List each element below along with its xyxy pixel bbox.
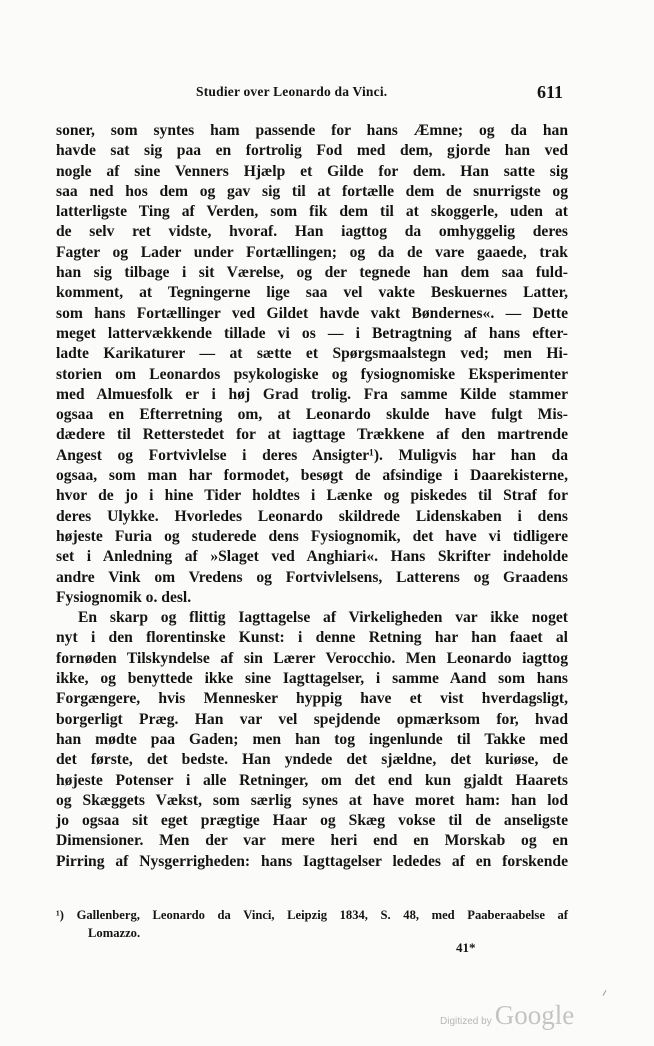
text-line: det første, det bedste. Han yndede det sjældne, det kuriøse, de: [56, 751, 568, 769]
scan-mark: [603, 990, 607, 996]
text-line: meget lattervækkende tillade vi os — i Betragtning af hans efter-: [56, 324, 568, 342]
text-line: Fagter og Lader under Fortællingen; og da de vare gaaede, trak: [56, 243, 568, 261]
text-line: som hans Fortællinger ved Gildet havde vakt Bøndernes«. — Dette: [56, 304, 568, 322]
page-number: 611: [537, 82, 564, 102]
text-line: jo ogsaa sit eget prægtige Haar og Skæg vokse til de anseligste: [56, 812, 568, 830]
footnote: [56, 906, 568, 942]
text-line: de selv ret vidste, hvoraf. Han iagttog da omhyggelig deres: [56, 223, 568, 241]
running-title: Studier over Leonardo da Vinci.: [196, 84, 388, 99]
text-line: deres Ulykke. Hvorledes Leonardo skildrede Lidenskaben i dens: [56, 507, 568, 525]
text-line: han mødte paa Gaden; men han tog ingenlunde til Takke med: [56, 730, 568, 748]
text-line: ogsaa, som man har formodet, besøgt de afsindige i Daarekisterne,: [56, 467, 568, 485]
text-line: fornøden Tilskyndelse af sin Lærer Verocchio. Men Leonardo iagttog: [56, 649, 568, 667]
text-line: nogle af sine Venners Hjælp et Gilde for dem. Han satte sig: [56, 162, 568, 180]
footnote-line: [56, 906, 568, 924]
text-line: dædere til Retterstedet for at iagttage Trækkene af den martrende: [56, 426, 568, 444]
text-line: havde sat sig paa en fortrolig Fod med dem, gjorde han ved: [56, 142, 568, 160]
text-line: han sig tilbage i sit Værelse, og der tegnede han dem saa fuld-: [56, 264, 568, 282]
paragraph-start-line: En skarp og flittig Iagttagelse af Virkeligheden var ikke noget: [78, 609, 568, 627]
text-line: Pirring af Nysgerrigheden: hans Iagttagelser lededes af en forskende: [56, 852, 568, 870]
footnote-line: Lomazzo.: [88, 926, 141, 940]
text-line: storien om Leonardos psykologiske og fysiognomiske Eksperimenter: [56, 365, 568, 383]
text-line: ladte Karikaturer — at sætte et Spørgsmaalstegn ved; men Hi-: [56, 345, 568, 363]
text-line: Angest og Fortvivlelse i deres Ansigter¹). Muligvis har han da: [56, 446, 568, 464]
text-line: soner, som syntes ham passende for hans Æmne; og da han: [56, 122, 568, 139]
text-line: nyt i den florentinske Kunst: i denne Retning har han faaet al: [56, 629, 568, 647]
text-line: andre Vink om Vredens og Fortvivlelsens, Latterens og Graadens: [56, 568, 568, 586]
watermark-prefix: Digitized by: [440, 1016, 492, 1027]
text-line: og Skæggets Vækst, som særlig synes at have moret ham: han lod: [56, 791, 568, 809]
text-line: borgerligt Præg. Han var vel spejdende opmærksom for, hvad: [56, 710, 568, 728]
text-line: Forgængere, hvis Mennesker hyppig have et vist hverdagsligt,: [56, 690, 568, 708]
text-line: højeste Potenser i alle Retninger, om det end kun gjaldt Haarets: [56, 771, 568, 789]
digitized-watermark: [440, 1000, 574, 1031]
text-line: med Almuesfolk er i høj Grad trolig. Fra samme Kilde stammer: [56, 385, 568, 403]
page-header: [0, 82, 654, 106]
body-text: [56, 121, 568, 872]
text-line: saa ned hos dem og gav sig til at fortælle dem de snurrigste og: [56, 182, 568, 200]
text-line: ikke, og benyttede ikke sine Iagttagelser, i samme Aand som hans: [56, 670, 568, 688]
text-line: højeste Furia og studerede dens Fysiognomik, det have vi tidligere: [56, 527, 568, 545]
text-line: komment, at Tegningerne lige saa vel vakte Beskuernes Latter,: [56, 284, 568, 302]
text-line: set i Anledning af »Slaget ved Anghiari«. Hans Skrifter indeholde: [56, 548, 568, 566]
text-line: ogsaa en Efterretning om, at Leonardo skulde have fulgt Mis-: [56, 406, 568, 424]
google-logo: Google: [494, 1000, 575, 1030]
text-line: Dimensioner. Men der var mere heri end en Morskab og en: [56, 832, 568, 850]
footnote-text: Gallenberg, Leonardo da Vinci, Leipzig 1834, S. 48, med Paaberaabelse af: [76, 908, 568, 922]
text-line: latterligste Ting af Verden, som fik dem til at skoggerle, uden at: [56, 203, 568, 221]
text-line: hvor de jo i hine Tider holdtes i Lænke og piskedes til Straf for: [56, 487, 568, 505]
signature-mark: 41*: [456, 940, 476, 955]
paragraph-end-line: Fysiognomik o. desl.: [56, 588, 192, 606]
footnote-marker: ¹): [56, 908, 64, 922]
